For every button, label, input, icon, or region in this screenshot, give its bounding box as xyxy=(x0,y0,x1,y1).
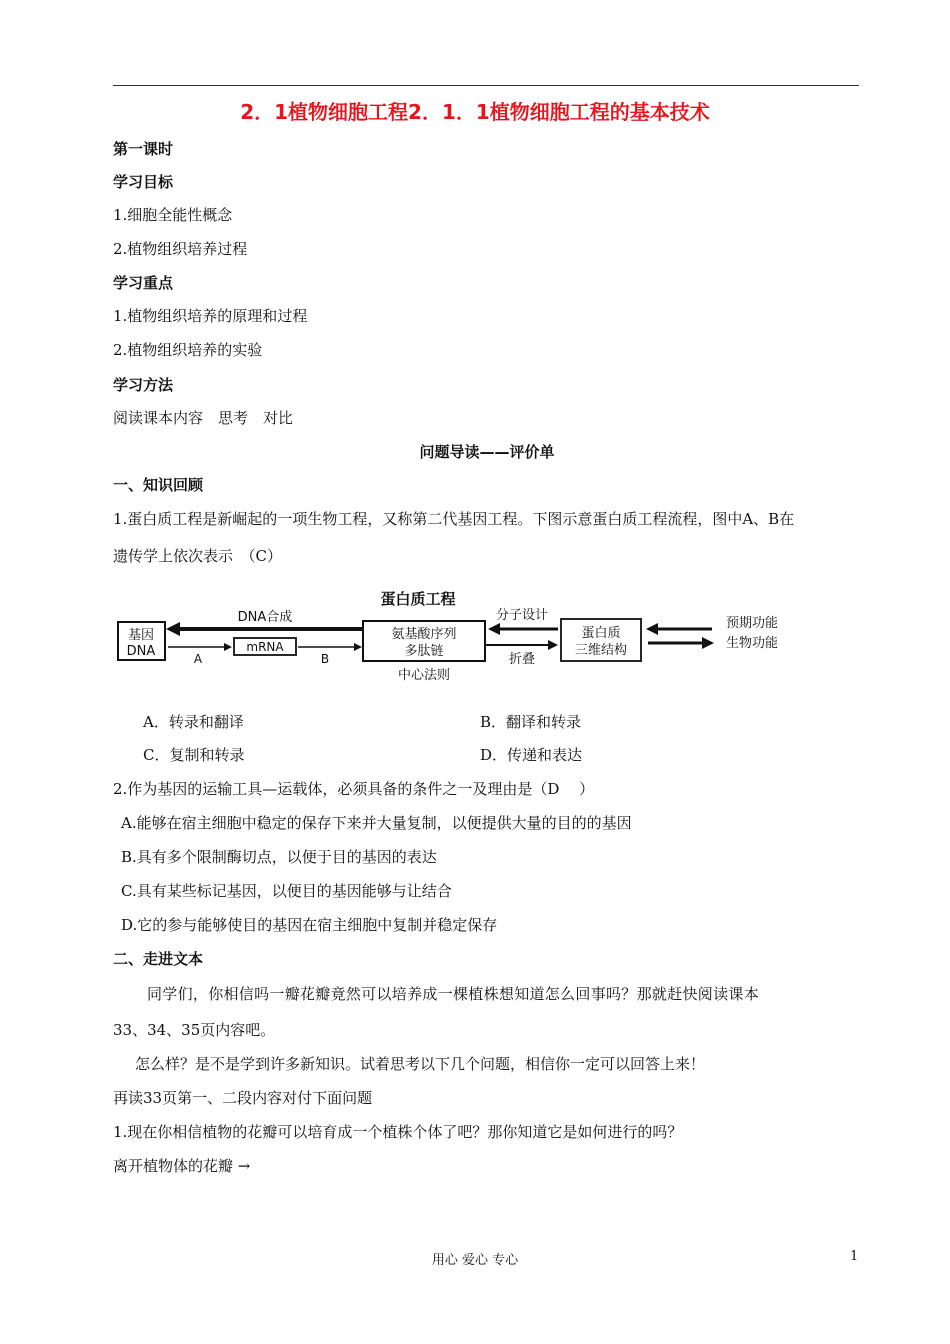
dna-synthesis-arrowhead xyxy=(166,622,180,636)
q2-option-a: A.能够在宿主细胞中稳定的保存下来并大量复制，以便提供大量的目的的基因 xyxy=(121,814,632,832)
q1-option-d: D．传递和表达 xyxy=(480,746,583,764)
objectives-heading: 学习目标 xyxy=(113,173,174,191)
page-number: 1 xyxy=(850,1249,859,1264)
amino-box-line2: 多肽链 xyxy=(404,644,444,659)
section2-paragraph2: 怎么样？是不是学到许多新知识。试着思考以下几个问题，相信你一定可以回答上来！ xyxy=(135,1055,706,1073)
mrna-label: mRNA xyxy=(246,640,284,654)
dna-synthesis-label: DNA合成 xyxy=(237,610,293,625)
objective-item: 2.植物组织培养过程 xyxy=(113,240,248,258)
protein-box-line1: 蛋白质 xyxy=(581,626,621,641)
header-rule xyxy=(113,85,859,86)
worksheet-title: 问题导读——评价单 xyxy=(419,443,555,461)
diagram-title: 蛋白质工程 xyxy=(380,590,456,608)
protein-engineering-diagram xyxy=(110,583,800,693)
q1-option-a: A．转录和翻译 xyxy=(143,713,244,731)
molecular-design-label: 分子设计 xyxy=(495,608,549,623)
key-point-item: 1.植物组织培养的原理和过程 xyxy=(113,307,308,325)
gene-box-line2: DNA xyxy=(126,644,156,659)
section2-paragraph1-cont: 33、34、35页内容吧。 xyxy=(113,1021,276,1039)
lesson-label: 第一课时 xyxy=(113,140,174,158)
q2-option-c: C.具有某些标记基因，以便目的基因能够与让结合 xyxy=(121,882,452,900)
question-1-line2: 遗传学上依次表示 （C） xyxy=(113,547,282,565)
label-b: B xyxy=(320,652,330,666)
question-2-stem: 2.作为基因的运输工具—运载体，必须具备的条件之一及理由是（D ） xyxy=(113,780,595,798)
key-points-heading: 学习重点 xyxy=(113,274,174,292)
objective-item: 1.细胞全能性概念 xyxy=(113,206,233,224)
q1-option-c: C．复制和转录 xyxy=(143,746,245,764)
key-point-item: 2.植物组织培养的实验 xyxy=(113,341,263,359)
section2-paragraph1: 同学们，你相信吗一瓣花瓣竟然可以培养成一棵植株想知道怎么回事吗？那就赶快阅读课本 xyxy=(147,985,760,1003)
q2-option-d: D.它的参与能够使目的基因在宿主细胞中复制并稳定保存 xyxy=(121,916,498,934)
methods-text: 阅读课本内容 思考 对比 xyxy=(113,409,294,427)
footer-motto: 用心 爱心 专心 xyxy=(431,1253,519,1268)
methods-heading: 学习方法 xyxy=(113,376,174,394)
label-a: A xyxy=(193,652,203,666)
central-dogma-label: 中心法则 xyxy=(397,668,451,683)
expected-function-label: 预期功能 xyxy=(725,616,779,631)
section2-answer-start: 离开植物体的花瓣 → xyxy=(113,1157,251,1175)
folding-label: 折叠 xyxy=(508,652,536,667)
q1-option-b: B．翻译和转录 xyxy=(480,713,582,731)
question-1-line1: 1.蛋白质工程是新崛起的一项生物工程，又称第二代基因工程。下图示意蛋白质工程流程，图中A、B在 xyxy=(113,510,795,528)
gene-box-line1: 基因 xyxy=(127,628,155,643)
section1-heading: 一、知识回顾 xyxy=(113,476,204,494)
section2-question1: 1.现在你相信植物的花瓣可以培育成一个植株个体了吧？那你知道它是如何进行的吗？ xyxy=(113,1123,683,1141)
section2-heading: 二、走进文本 xyxy=(113,950,204,968)
page-title: 2．1植物细胞工程2．1．1植物细胞工程的基本技术 xyxy=(240,100,710,124)
amino-box-line1: 氨基酸序列 xyxy=(391,627,457,642)
protein-box-line2: 三维结构 xyxy=(574,643,628,658)
bio-function-label: 生物功能 xyxy=(725,636,779,651)
section2-paragraph3: 再读33页第一、二段内容对付下面问题 xyxy=(113,1089,373,1107)
q2-option-b: B.具有多个限制酶切点，以便于目的基因的表达 xyxy=(121,848,437,866)
